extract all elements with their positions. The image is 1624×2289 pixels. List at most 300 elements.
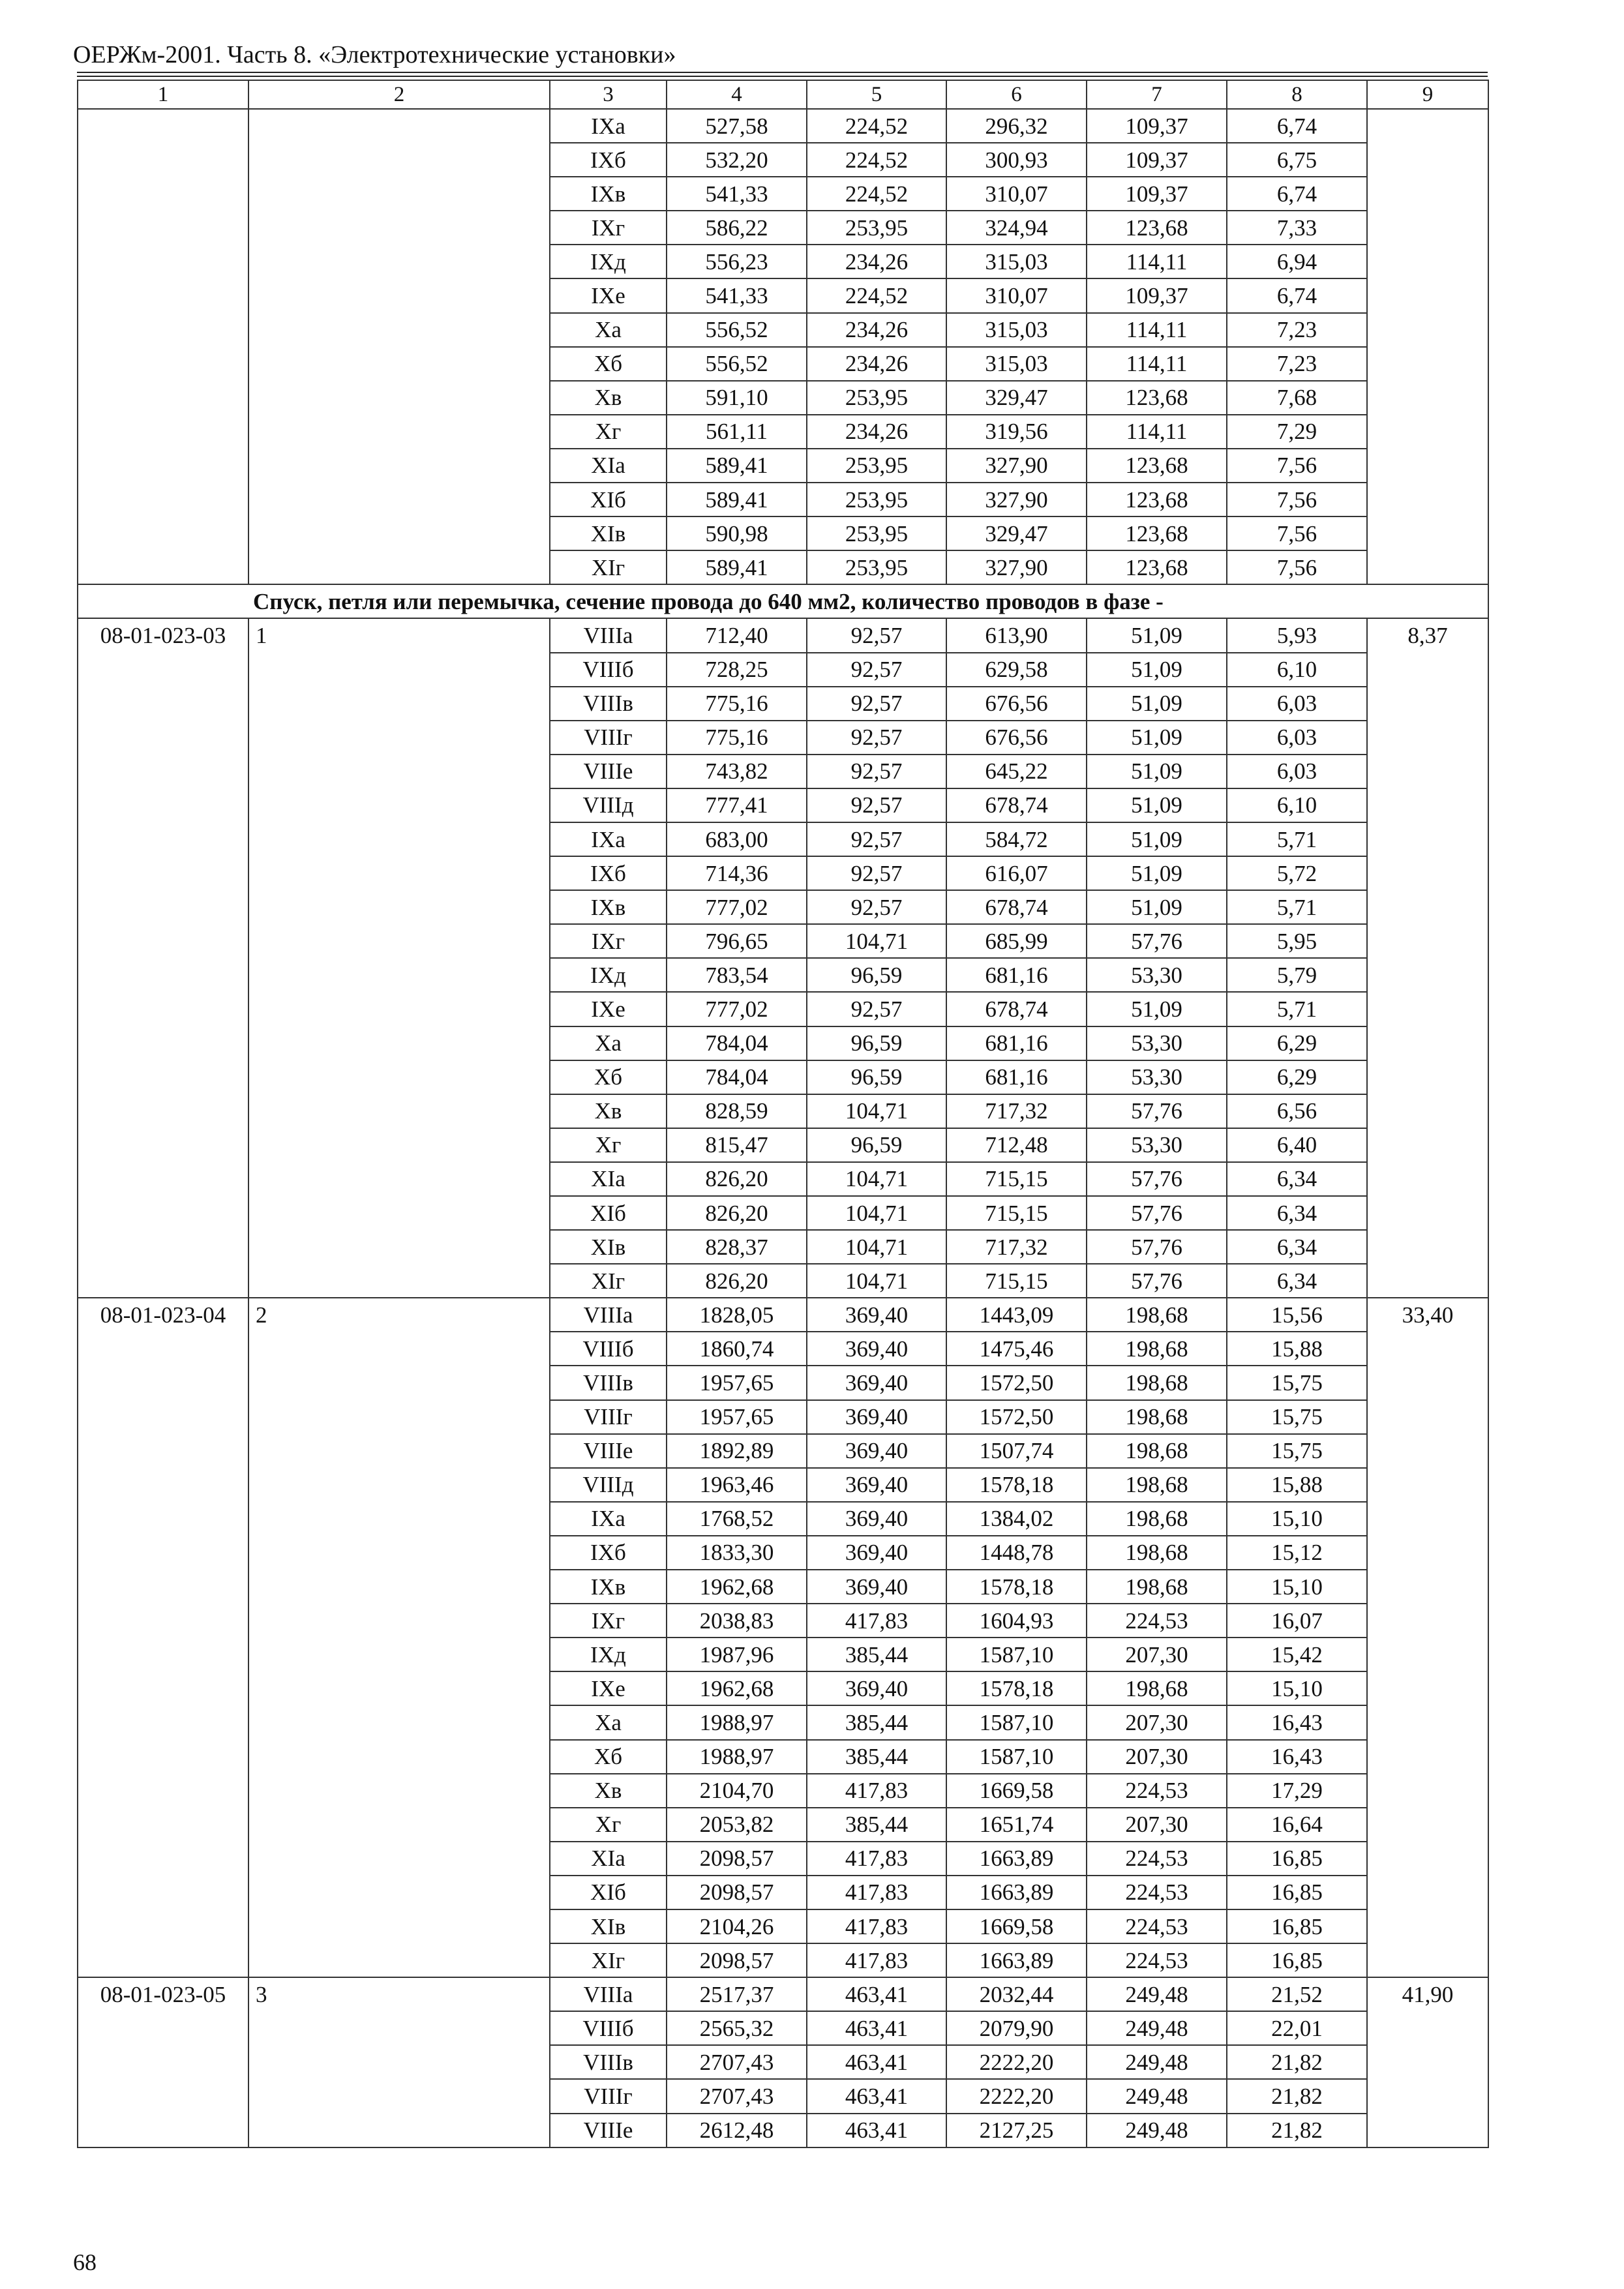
value-cell: 715,15 — [946, 1162, 1087, 1196]
value-cell: 15,88 — [1227, 1468, 1367, 1502]
value-cell: 1475,46 — [946, 1332, 1087, 1366]
zone-cell: XIг — [550, 550, 667, 584]
value-cell: 310,07 — [946, 177, 1087, 211]
value-cell: 417,83 — [807, 1876, 946, 1909]
value-cell: 51,09 — [1087, 618, 1227, 652]
column-number-row — [78, 80, 1488, 109]
value-cell: 1384,02 — [946, 1502, 1087, 1536]
value-cell: 1448,78 — [946, 1536, 1087, 1570]
value-cell: 51,09 — [1087, 856, 1227, 890]
value-cell: 224,52 — [807, 143, 946, 177]
column-number: 6 — [946, 80, 1087, 109]
value-cell: 775,16 — [667, 721, 807, 755]
zone-cell: Xв — [550, 1774, 667, 1808]
zone-cell: XIг — [550, 1264, 667, 1298]
zone-cell: Xб — [550, 1740, 667, 1774]
value-cell: 224,53 — [1087, 1604, 1227, 1638]
value-cell: 826,20 — [667, 1162, 807, 1196]
value-cell: 310,07 — [946, 278, 1087, 312]
price-table-body — [78, 80, 1488, 2147]
value-cell: 783,54 — [667, 958, 807, 992]
wire-count: 2 — [248, 1298, 550, 1977]
value-cell: 21,52 — [1227, 1977, 1367, 2011]
value-cell: 417,83 — [807, 1909, 946, 1943]
value-cell: 6,03 — [1227, 755, 1367, 788]
zone-cell: XIа — [550, 1842, 667, 1876]
zone-cell: Xг — [550, 1128, 667, 1162]
value-cell: 15,42 — [1227, 1638, 1367, 1671]
value-cell: 676,56 — [946, 721, 1087, 755]
value-cell: 1768,52 — [667, 1502, 807, 1536]
value-cell: 234,26 — [807, 245, 946, 278]
zone-cell: VIIIв — [550, 687, 667, 721]
name-cell-empty — [248, 109, 550, 584]
zone-cell: IXе — [550, 1671, 667, 1705]
value-cell: 385,44 — [807, 1638, 946, 1671]
value-cell: 16,85 — [1227, 1909, 1367, 1943]
value-cell: 541,33 — [667, 278, 807, 312]
rate-code: 08-01-023-05 — [78, 1977, 248, 2147]
value-cell: 2098,57 — [667, 1842, 807, 1876]
value-cell: 463,41 — [807, 2079, 946, 2113]
zone-cell: IXа — [550, 822, 667, 856]
value-cell: 92,57 — [807, 618, 946, 652]
value-cell: 1663,89 — [946, 1842, 1087, 1876]
value-cell: 104,71 — [807, 1230, 946, 1264]
value-cell: 561,11 — [667, 415, 807, 449]
value-cell: 249,48 — [1087, 2114, 1227, 2147]
code-cell-empty — [78, 109, 248, 584]
column-number: 3 — [550, 80, 667, 109]
value-cell: 21,82 — [1227, 2114, 1367, 2147]
value-cell: 207,30 — [1087, 1740, 1227, 1774]
value-cell: 2038,83 — [667, 1604, 807, 1638]
value-cell: 15,10 — [1227, 1502, 1367, 1536]
zone-cell: XIб — [550, 1196, 667, 1230]
value-cell: 51,09 — [1087, 721, 1227, 755]
value-cell: 1587,10 — [946, 1740, 1087, 1774]
value-cell: 123,68 — [1087, 550, 1227, 584]
value-cell: 92,57 — [807, 890, 946, 924]
value-cell: 16,07 — [1227, 1604, 1367, 1638]
value-cell: 198,68 — [1087, 1400, 1227, 1434]
value-cell: 327,90 — [946, 550, 1087, 584]
value-cell: 743,82 — [667, 755, 807, 788]
value-cell: 104,71 — [807, 924, 946, 958]
total-cell: 41,90 — [1367, 1977, 1488, 2147]
value-cell: 16,43 — [1227, 1740, 1367, 1774]
value-cell: 1962,68 — [667, 1671, 807, 1705]
value-cell: 6,94 — [1227, 245, 1367, 278]
value-cell: 828,37 — [667, 1230, 807, 1264]
value-cell: 463,41 — [807, 2011, 946, 2045]
value-cell: 1507,74 — [946, 1434, 1087, 1468]
value-cell: 224,52 — [807, 177, 946, 211]
zone-cell: IXа — [550, 109, 667, 143]
value-cell: 96,59 — [807, 958, 946, 992]
total-cell: 8,37 — [1367, 618, 1488, 1298]
zone-cell: XIв — [550, 1909, 667, 1943]
value-cell: 104,71 — [807, 1094, 946, 1128]
value-cell: 207,30 — [1087, 1705, 1227, 1739]
value-cell: 385,44 — [807, 1705, 946, 1739]
zone-cell: XIб — [550, 1876, 667, 1909]
total-cell: 33,40 — [1367, 1298, 1488, 1977]
value-cell: 715,15 — [946, 1196, 1087, 1230]
value-cell: 319,56 — [946, 415, 1087, 449]
value-cell: 1892,89 — [667, 1434, 807, 1468]
value-cell: 1828,05 — [667, 1298, 807, 1332]
rate-code: 08-01-023-04 — [78, 1298, 248, 1977]
zone-cell: IXг — [550, 1604, 667, 1638]
zone-cell: VIIIд — [550, 788, 667, 822]
value-cell: 777,02 — [667, 992, 807, 1026]
value-cell: 104,71 — [807, 1196, 946, 1230]
value-cell: 15,75 — [1227, 1400, 1367, 1434]
zone-cell: XIб — [550, 483, 667, 516]
column-number: 5 — [807, 80, 946, 109]
value-cell: 681,16 — [946, 958, 1087, 992]
value-cell: 253,95 — [807, 550, 946, 584]
value-cell: 1988,97 — [667, 1740, 807, 1774]
value-cell: 6,74 — [1227, 177, 1367, 211]
value-cell: 417,83 — [807, 1774, 946, 1808]
column-number: 4 — [667, 80, 807, 109]
value-cell: 16,85 — [1227, 1842, 1367, 1876]
value-cell: 6,34 — [1227, 1196, 1367, 1230]
zone-cell: VIIIг — [550, 1400, 667, 1434]
value-cell: 15,10 — [1227, 1671, 1367, 1705]
zone-cell: IXв — [550, 1570, 667, 1604]
value-cell: 589,41 — [667, 550, 807, 584]
table-row — [78, 1977, 1488, 2011]
value-cell: 681,16 — [946, 1026, 1087, 1060]
value-cell: 826,20 — [667, 1264, 807, 1298]
zone-cell: VIIIг — [550, 721, 667, 755]
value-cell: 5,72 — [1227, 856, 1367, 890]
value-cell: 2222,20 — [946, 2045, 1087, 2079]
value-cell: 57,76 — [1087, 924, 1227, 958]
value-cell: 253,95 — [807, 483, 946, 516]
value-cell: 96,59 — [807, 1128, 946, 1162]
value-cell: 198,68 — [1087, 1434, 1227, 1468]
value-cell: 51,09 — [1087, 992, 1227, 1026]
value-cell: 2707,43 — [667, 2079, 807, 2113]
value-cell: 7,68 — [1227, 381, 1367, 415]
value-cell: 114,11 — [1087, 415, 1227, 449]
wire-count: 1 — [248, 618, 550, 1298]
value-cell: 114,11 — [1087, 313, 1227, 347]
zone-cell: VIIIе — [550, 1434, 667, 1468]
value-cell: 784,04 — [667, 1060, 807, 1094]
value-cell: 369,40 — [807, 1298, 946, 1332]
value-cell: 1587,10 — [946, 1705, 1087, 1739]
value-cell: 53,30 — [1087, 958, 1227, 992]
value-cell: 541,33 — [667, 177, 807, 211]
value-cell: 15,88 — [1227, 1332, 1367, 1366]
zone-cell: VIIIа — [550, 1298, 667, 1332]
zone-cell: Xа — [550, 313, 667, 347]
price-table — [77, 80, 1489, 2148]
value-cell: 5,95 — [1227, 924, 1367, 958]
total-cell-empty — [1367, 109, 1488, 584]
value-cell: 249,48 — [1087, 1977, 1227, 2011]
value-cell: 828,59 — [667, 1094, 807, 1128]
value-cell: 7,56 — [1227, 550, 1367, 584]
value-cell: 22,01 — [1227, 2011, 1367, 2045]
value-cell: 586,22 — [667, 211, 807, 245]
value-cell: 104,71 — [807, 1264, 946, 1298]
value-cell: 591,10 — [667, 381, 807, 415]
value-cell: 2104,26 — [667, 1909, 807, 1943]
value-cell: 7,56 — [1227, 516, 1367, 550]
value-cell: 2707,43 — [667, 2045, 807, 2079]
table-row — [78, 109, 1488, 143]
table-row — [78, 618, 1488, 652]
value-cell: 198,68 — [1087, 1468, 1227, 1502]
value-cell: 114,11 — [1087, 245, 1227, 278]
zone-cell: Xб — [550, 347, 667, 381]
value-cell: 417,83 — [807, 1943, 946, 1977]
value-cell: 463,41 — [807, 2045, 946, 2079]
value-cell: 712,40 — [667, 618, 807, 652]
value-cell: 92,57 — [807, 653, 946, 687]
value-cell: 777,41 — [667, 788, 807, 822]
value-cell: 207,30 — [1087, 1808, 1227, 1842]
value-cell: 463,41 — [807, 2114, 946, 2147]
value-cell: 207,30 — [1087, 1638, 1227, 1671]
zone-cell: IXд — [550, 1638, 667, 1671]
value-cell: 1957,65 — [667, 1400, 807, 1434]
value-cell: 7,23 — [1227, 347, 1367, 381]
value-cell: 57,76 — [1087, 1230, 1227, 1264]
value-cell: 7,33 — [1227, 211, 1367, 245]
value-cell: 1663,89 — [946, 1943, 1087, 1977]
value-cell: 109,37 — [1087, 177, 1227, 211]
zone-cell: XIа — [550, 1162, 667, 1196]
zone-cell: IXе — [550, 278, 667, 312]
value-cell: 16,85 — [1227, 1876, 1367, 1909]
value-cell: 777,02 — [667, 890, 807, 924]
value-cell: 369,40 — [807, 1536, 946, 1570]
value-cell: 109,37 — [1087, 109, 1227, 143]
value-cell: 198,68 — [1087, 1671, 1227, 1705]
value-cell: 96,59 — [807, 1060, 946, 1094]
zone-cell: Xб — [550, 1060, 667, 1094]
value-cell: 51,09 — [1087, 687, 1227, 721]
column-number: 1 — [78, 80, 248, 109]
zone-cell: VIIIа — [550, 1977, 667, 2011]
value-cell: 249,48 — [1087, 2079, 1227, 2113]
section-title: Спуск, петля или перемычка, сечение провода до 640 мм2, количество проводов в фазе - — [78, 584, 1488, 618]
value-cell: 53,30 — [1087, 1128, 1227, 1162]
value-cell: 6,10 — [1227, 788, 1367, 822]
value-cell: 5,93 — [1227, 618, 1367, 652]
value-cell: 198,68 — [1087, 1570, 1227, 1604]
value-cell: 198,68 — [1087, 1298, 1227, 1332]
page-header-title: ОЕРЖм-2001. Часть 8. «Электротехнические установки» — [73, 41, 676, 68]
value-cell: 717,32 — [946, 1094, 1087, 1128]
value-cell: 57,76 — [1087, 1162, 1227, 1196]
value-cell: 1962,68 — [667, 1570, 807, 1604]
value-cell: 327,90 — [946, 449, 1087, 483]
zone-cell: VIIIе — [550, 2114, 667, 2147]
value-cell: 104,71 — [807, 1162, 946, 1196]
column-number: 7 — [1087, 80, 1227, 109]
value-cell: 249,48 — [1087, 2045, 1227, 2079]
zone-cell: VIIIб — [550, 2011, 667, 2045]
zone-cell: Xг — [550, 415, 667, 449]
value-cell: 224,53 — [1087, 1943, 1227, 1977]
zone-cell: VIIIг — [550, 2079, 667, 2113]
zone-cell: Xв — [550, 1094, 667, 1128]
zone-cell: VIIIе — [550, 755, 667, 788]
value-cell: 123,68 — [1087, 483, 1227, 516]
value-cell: 327,90 — [946, 483, 1087, 516]
value-cell: 224,53 — [1087, 1909, 1227, 1943]
value-cell: 51,09 — [1087, 788, 1227, 822]
value-cell: 613,90 — [946, 618, 1087, 652]
section-heading-row — [78, 584, 1488, 618]
value-cell: 253,95 — [807, 516, 946, 550]
value-cell: 678,74 — [946, 788, 1087, 822]
value-cell: 2222,20 — [946, 2079, 1087, 2113]
zone-cell: IXб — [550, 143, 667, 177]
zone-cell: VIIIб — [550, 1332, 667, 1366]
value-cell: 92,57 — [807, 856, 946, 890]
value-cell: 683,00 — [667, 822, 807, 856]
value-cell: 51,09 — [1087, 890, 1227, 924]
rate-code: 08-01-023-03 — [78, 618, 248, 1298]
value-cell: 385,44 — [807, 1808, 946, 1842]
value-cell: 16,43 — [1227, 1705, 1367, 1739]
value-cell: 629,58 — [946, 653, 1087, 687]
value-cell: 198,68 — [1087, 1502, 1227, 1536]
value-cell: 1578,18 — [946, 1671, 1087, 1705]
value-cell: 556,52 — [667, 313, 807, 347]
value-cell: 7,56 — [1227, 449, 1367, 483]
value-cell: 369,40 — [807, 1366, 946, 1399]
zone-cell: Xг — [550, 1808, 667, 1842]
value-cell: 300,93 — [946, 143, 1087, 177]
column-number: 2 — [248, 80, 550, 109]
value-cell: 21,82 — [1227, 2045, 1367, 2079]
value-cell: 51,09 — [1087, 653, 1227, 687]
value-cell: 7,56 — [1227, 483, 1367, 516]
value-cell: 224,53 — [1087, 1774, 1227, 1808]
value-cell: 676,56 — [946, 687, 1087, 721]
value-cell: 53,30 — [1087, 1026, 1227, 1060]
value-cell: 224,53 — [1087, 1876, 1227, 1909]
value-cell: 234,26 — [807, 313, 946, 347]
value-cell: 6,29 — [1227, 1060, 1367, 1094]
value-cell: 728,25 — [667, 653, 807, 687]
value-cell: 198,68 — [1087, 1332, 1227, 1366]
table-row — [78, 1298, 1488, 1332]
zone-cell: IXб — [550, 1536, 667, 1570]
value-cell: 17,29 — [1227, 1774, 1367, 1808]
value-cell: 556,52 — [667, 347, 807, 381]
value-cell: 6,03 — [1227, 721, 1367, 755]
value-cell: 463,41 — [807, 1977, 946, 2011]
value-cell: 678,74 — [946, 890, 1087, 924]
value-cell: 1669,58 — [946, 1909, 1087, 1943]
zone-cell: VIIIа — [550, 618, 667, 652]
value-cell: 5,71 — [1227, 992, 1367, 1026]
value-cell: 123,68 — [1087, 381, 1227, 415]
value-cell: 1587,10 — [946, 1638, 1087, 1671]
value-cell: 2104,70 — [667, 1774, 807, 1808]
value-cell: 329,47 — [946, 381, 1087, 415]
value-cell: 5,71 — [1227, 822, 1367, 856]
wire-count: 3 — [248, 1977, 550, 2147]
value-cell: 532,20 — [667, 143, 807, 177]
column-number: 8 — [1227, 80, 1367, 109]
value-cell: 369,40 — [807, 1434, 946, 1468]
zone-cell: Xв — [550, 381, 667, 415]
zone-cell: Xа — [550, 1705, 667, 1739]
value-cell: 1604,93 — [946, 1604, 1087, 1638]
zone-cell: VIIIв — [550, 1366, 667, 1399]
value-cell: 6,74 — [1227, 109, 1367, 143]
value-cell: 224,52 — [807, 109, 946, 143]
zone-cell: IXг — [550, 924, 667, 958]
value-cell: 15,10 — [1227, 1570, 1367, 1604]
value-cell: 1860,74 — [667, 1332, 807, 1366]
value-cell: 1833,30 — [667, 1536, 807, 1570]
value-cell: 7,29 — [1227, 415, 1367, 449]
value-cell: 123,68 — [1087, 516, 1227, 550]
value-cell: 2079,90 — [946, 2011, 1087, 2045]
value-cell: 826,20 — [667, 1196, 807, 1230]
value-cell: 712,48 — [946, 1128, 1087, 1162]
value-cell: 15,56 — [1227, 1298, 1367, 1332]
zone-cell: IXд — [550, 958, 667, 992]
value-cell: 1578,18 — [946, 1570, 1087, 1604]
value-cell: 51,09 — [1087, 755, 1227, 788]
value-cell: 234,26 — [807, 347, 946, 381]
value-cell: 6,34 — [1227, 1264, 1367, 1298]
value-cell: 1572,50 — [946, 1400, 1087, 1434]
value-cell: 6,29 — [1227, 1026, 1367, 1060]
value-cell: 315,03 — [946, 245, 1087, 278]
value-cell: 417,83 — [807, 1604, 946, 1638]
value-cell: 123,68 — [1087, 211, 1227, 245]
value-cell: 6,34 — [1227, 1162, 1367, 1196]
value-cell: 775,16 — [667, 687, 807, 721]
value-cell: 1651,74 — [946, 1808, 1087, 1842]
value-cell: 92,57 — [807, 822, 946, 856]
value-cell: 616,07 — [946, 856, 1087, 890]
value-cell: 715,15 — [946, 1264, 1087, 1298]
value-cell: 2032,44 — [946, 1977, 1087, 2011]
value-cell: 6,75 — [1227, 143, 1367, 177]
value-cell: 590,98 — [667, 516, 807, 550]
zone-cell: Xа — [550, 1026, 667, 1060]
value-cell: 1988,97 — [667, 1705, 807, 1739]
value-cell: 253,95 — [807, 449, 946, 483]
value-cell: 6,10 — [1227, 653, 1367, 687]
value-cell: 2517,37 — [667, 1977, 807, 2011]
value-cell: 324,94 — [946, 211, 1087, 245]
value-cell: 114,11 — [1087, 347, 1227, 381]
value-cell: 556,23 — [667, 245, 807, 278]
zone-cell: IXе — [550, 992, 667, 1026]
zone-cell: VIIIд — [550, 1468, 667, 1502]
value-cell: 2098,57 — [667, 1876, 807, 1909]
value-cell: 1957,65 — [667, 1366, 807, 1399]
value-cell: 369,40 — [807, 1671, 946, 1705]
